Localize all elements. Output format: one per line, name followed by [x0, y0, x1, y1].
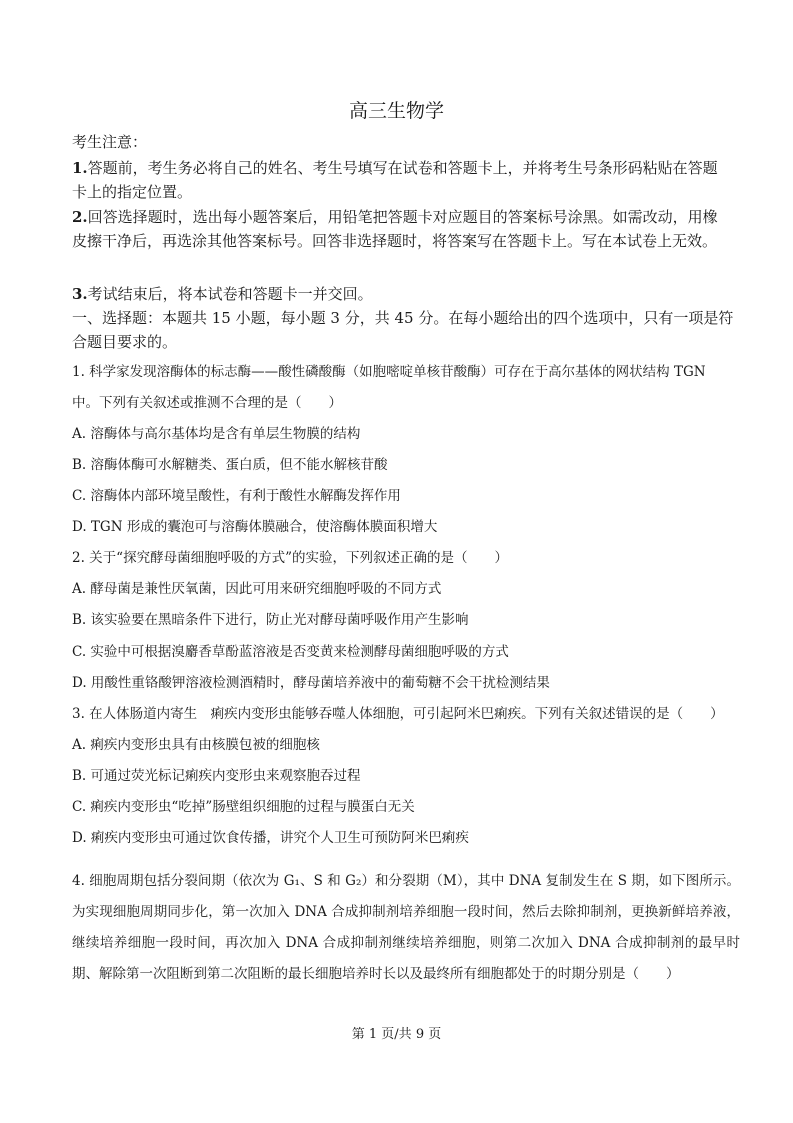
question-1-option-c: C. 溶酶体内部环境呈酸性，有利于酸性水解酶发挥作用: [72, 488, 401, 504]
question-1-stem-line-1: 1. 科学家发现溶酶体的标志酶——酸性磷酸酶（如胞嘧啶单核苷酸酶）可存在于高尔基体的网状结构 TGN: [72, 364, 706, 380]
notice-item-1: [72, 156, 732, 204]
question-2-option-c: C. 实验中可根据溴麝香草酚蓝溶液是否变黄来检测酵母菌细胞呼吸的方式: [72, 644, 509, 660]
question-2-stem: 2. 关于“探究酵母菌细胞呼吸的方式”的实验，下列叙述正确的是（ ）: [72, 550, 508, 566]
question-1-option-a: A. 溶酶体与高尔基体均是含有单层生物膜的结构: [72, 426, 361, 442]
question-3-option-a: A. 痢疾内变形虫具有由核膜包被的细胞核: [72, 737, 320, 753]
notice-item-2: [72, 205, 732, 253]
question-3-option-b: B. 可通过荧光标记痢疾内变形虫来观察胞吞过程: [72, 768, 361, 784]
notice-item-text: 答题前，考生务必将自己的姓名、考生号填写在试卷和答题卡上，并将考生号条形码粘贴在答题卡上的指定位置。: [72, 159, 718, 201]
question-3-option-c: C. 痢疾内变形虫“吃掉”肠壁组织细胞的过程与膜蛋白无关: [72, 799, 415, 815]
notice-item-3: [72, 282, 732, 306]
notice-item-text: 回答选择题时，选出每小题答案后，用铅笔把答题卡对应题目的答案标号涂黑。如需改动，用橡皮擦干净后，再选涂其他答案标号。回答非选择题时，将答案写在答题卡上。写在本试卷上无效。: [72, 208, 718, 250]
page-title: 高三生物学: [348, 100, 444, 122]
notice-item-number: 1.: [72, 159, 88, 177]
notice-heading: 考生注意：: [72, 133, 148, 151]
notice-item-number: 2.: [72, 208, 88, 226]
question-2-option-d: D. 用酸性重铬酸钾溶液检测酒精时，酵母菌培养液中的葡萄糖不会干扰检测结果: [72, 675, 550, 691]
section-heading: 一、选择题：本题共 15 小题，每小题 3 分，共 45 分。在每小题给出的四个选项中，只有一项是符合题目要求的。: [72, 309, 734, 351]
notice-item-number: 3.: [72, 285, 88, 303]
question-1-option-d: D. TGN 形成的囊泡可与溶酶体膜融合，使溶酶体膜面积增大: [72, 519, 438, 535]
notice-item-text: 考试结束后，将本试卷和答题卡一并交回。: [87, 285, 373, 303]
question-2-option-b: B. 该实验要在黑暗条件下进行，防止光对酵母菌呼吸作用产生影响: [72, 612, 469, 628]
question-4-stem: 4. 细胞周期包括分裂间期（依次为 G₁、S 和 G₂）和分裂期（M），其中 DNA 复制发生在 S 期，如下图所示。为实现细胞周期同步化，第一次加入 DNA 合成抑制剂培养细胞一段时间，然后去除抑制剂，更换新鲜培养液，继续培养细胞一段时间，再次加入 DNA 合成抑制剂继续培养细胞，则第二次加入 DNA 合成抑制剂的最早时期、解除第一次阻断到第二次阻断的最长细胞培养时长以及最终所有细胞都处于的时期分别是（ ）: [72, 873, 740, 982]
question-1-option-b: B. 溶酶体酶可水解糖类、蛋白质，但不能水解核苷酸: [72, 457, 388, 473]
page-footer: 第 1 页/共 9 页: [351, 1027, 442, 1042]
question-1-stem-line-2: 中。下列有关叙述或推测不合理的是（ ）: [72, 395, 342, 411]
question-3-stem: 3. 在人体肠道内寄生 痢疾内变形虫能够吞噬人体细胞，可引起阿米巴痢疾。下列有关叙述错误的是（ ）: [72, 706, 724, 722]
question-2-option-a: A. 酵母菌是兼性厌氧菌，因此可用来研究细胞呼吸的不同方式: [72, 581, 442, 597]
question-3-option-d: D. 痢疾内变形虫可通过饮食传播，讲究个人卫生可预防阿米巴痢疾: [72, 830, 469, 846]
